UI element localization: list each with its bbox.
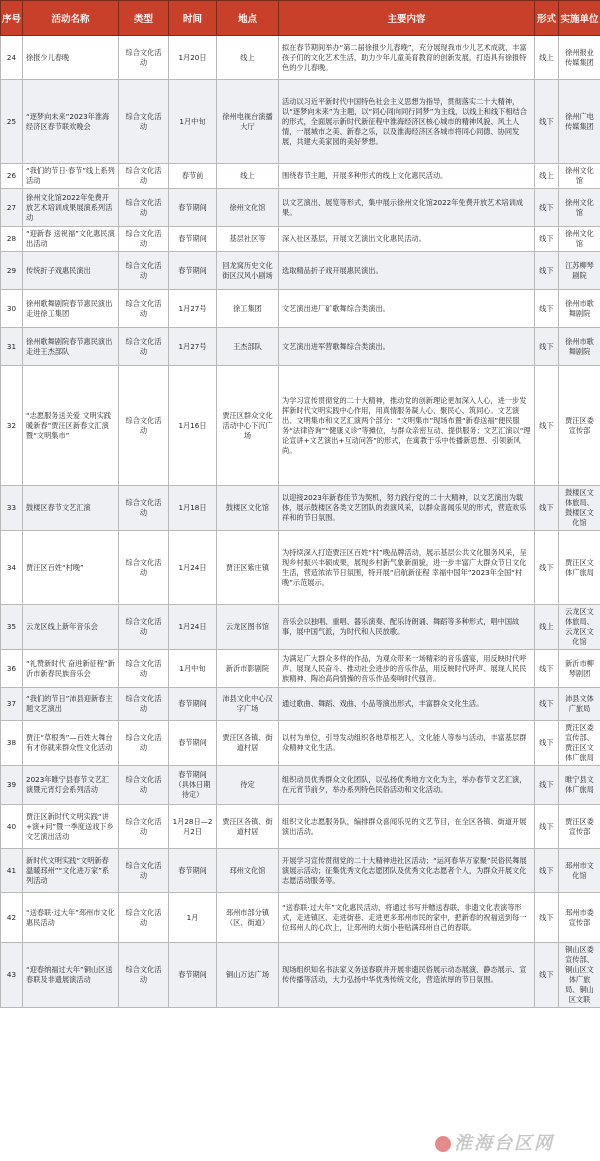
cell-type: 综合文化活动: [119, 80, 169, 164]
cell-place: 基层社区等: [217, 227, 279, 252]
cell-name: “我们的节日·春节”线上系列活动: [23, 164, 119, 189]
cell-unit: 贾汪区文体广旅局: [559, 531, 600, 605]
table-row: [1, 893, 600, 943]
cell-no: 27: [1, 189, 23, 227]
table-row: [1, 943, 600, 1008]
cell-type: 综合文化活动: [119, 849, 169, 893]
cell-form: 线下: [535, 893, 559, 943]
cell-unit: 贾汪区委宣传部: [559, 805, 600, 849]
cell-no: 26: [1, 164, 23, 189]
table-row: [1, 650, 600, 688]
cell-unit: 徐州文化馆: [559, 227, 600, 252]
cell-form: 线下: [535, 328, 559, 366]
cell-content: 音乐会以独唱、重唱、器乐演奏、配乐诗朗诵、舞蹈等多种形式，唱中国故事，展中国气派，为时代和人民放歌。: [279, 605, 535, 650]
cell-time: 春节期间: [169, 721, 217, 766]
cell-type: 综合文化活动: [119, 721, 169, 766]
cell-unit: 徐州市歌舞剧院: [559, 328, 600, 366]
cell-name: “送春联·过大年”邳州市文化惠民活动: [23, 893, 119, 943]
cell-content: 选取精品折子戏开展惠民演出。: [279, 252, 535, 290]
cell-type: 综合文化活动: [119, 893, 169, 943]
cell-name: 新时代文明实践“文明新春温暖邳州”“文化进万家”系列活动: [23, 849, 119, 893]
table-row: [1, 227, 600, 252]
cell-time: 1月24日: [169, 531, 217, 605]
cell-form: 线下: [535, 849, 559, 893]
header-time: 时间: [169, 1, 217, 36]
table-row: [1, 805, 600, 849]
table-header-row: [1, 1, 600, 36]
cell-no: 33: [1, 486, 23, 531]
header-form: 形式: [535, 1, 559, 36]
cell-time: 1月27号: [169, 290, 217, 328]
cell-form: 线下: [535, 80, 559, 164]
cell-time: 春节前: [169, 164, 217, 189]
cell-form: 线下: [535, 486, 559, 531]
cell-place: 新沂市影剧院: [217, 650, 279, 688]
cell-no: 24: [1, 36, 23, 80]
cell-place: 邳州市部分镇（区、街道）: [217, 893, 279, 943]
cell-no: 36: [1, 650, 23, 688]
header-no: 序号: [1, 1, 23, 36]
cell-place: 云龙区图书馆: [217, 605, 279, 650]
table-row: [1, 189, 600, 227]
cell-place: 鼓楼区文化馆: [217, 486, 279, 531]
table-row: [1, 531, 600, 605]
cell-place: 贾汪区各镇、街道村居: [217, 805, 279, 849]
cell-time: 春节期间: [169, 227, 217, 252]
cell-unit: 徐州报业传媒集团: [559, 36, 600, 80]
cell-no: 40: [1, 805, 23, 849]
cell-form: 线下: [535, 366, 559, 486]
cell-name: 2023年睢宁县春节文艺汇演暨元宵灯会系列活动: [23, 766, 119, 805]
cell-unit: 沛县文体广旅局: [559, 688, 600, 721]
cell-type: 综合文化活动: [119, 189, 169, 227]
header-place: 地点: [217, 1, 279, 36]
cell-content: 组织文化志愿服务队，编排群众喜闻乐见的文艺节目，在全区各镇、街道开展演出活动。: [279, 805, 535, 849]
cell-time: 1月中旬: [169, 650, 217, 688]
header-unit: 实施单位: [559, 1, 600, 36]
cell-form: 线下: [535, 650, 559, 688]
cell-place: 贾汪区紫庄镇: [217, 531, 279, 605]
cell-no: 43: [1, 943, 23, 1008]
cell-content: 为持续深入打造贾汪区百姓“村”晚品牌活动，展示基层公共文化服务风采，呈现乡村振兴丰硕成果，展现乡村新气象新面貌，进一步丰富广大群众节日文化生活，营造浓浓节日氛围，特开展“启航新征程 幸福中国年”2023年全国“村晚”示范展示。: [279, 531, 535, 605]
cell-time: 1月20日: [169, 36, 217, 80]
table-row: [1, 366, 600, 486]
cell-time: 1月27号: [169, 328, 217, 366]
cell-no: 35: [1, 605, 23, 650]
cell-no: 38: [1, 721, 23, 766]
cell-unit: 徐州广电传媒集团: [559, 80, 600, 164]
cell-content: 围绕春节主题，开展多种形式的线上文化惠民活动。: [279, 164, 535, 189]
cell-name: 徐报少儿春晚: [23, 36, 119, 80]
cell-name: 徐州歌舞剧院春节惠民演出走进徐工集团: [23, 290, 119, 328]
cell-name: “迎新春 送祝福”文化惠民演出活动: [23, 227, 119, 252]
cell-form: 线下: [535, 721, 559, 766]
cell-name: “逐梦向未来”2023年淮海经济区春节联欢晚会: [23, 80, 119, 164]
cell-unit: 邳州市文化馆: [559, 849, 600, 893]
cell-type: 综合文化活动: [119, 605, 169, 650]
cell-content: 以文艺演出、展览等形式，集中展示徐州文化馆2022年免费开放艺术培训成果。: [279, 189, 535, 227]
cell-form: 线下: [535, 189, 559, 227]
header-type: 类型: [119, 1, 169, 36]
cell-name: 徐州歌舞剧院春节惠民演出走进王杰部队: [23, 328, 119, 366]
cell-type: 综合文化活动: [119, 328, 169, 366]
cell-content: 现场组织知名书法家义务送春联并开展非遗民俗展示动态展演、静态展示、宣传传播等活动，大力弘扬中华优秀传统文化，营造浓厚的节日氛围。: [279, 943, 535, 1008]
cell-form: 线下: [535, 688, 559, 721]
cell-unit: 徐州文化馆: [559, 164, 600, 189]
cell-time: 1月中旬: [169, 80, 217, 164]
cell-content: 组织动员优秀群众文化团队，以弘扬优秀地方文化为主，举办春节文艺汇演，在元宵节前夕，举办系列特色民俗活动和文化活动。: [279, 766, 535, 805]
cell-unit: 新沂市柳琴剧团: [559, 650, 600, 688]
cell-time: 春节期间（具体日期待定）: [169, 766, 217, 805]
cell-place: 徐州文化馆: [217, 189, 279, 227]
cell-time: 春节期间: [169, 189, 217, 227]
cell-no: 34: [1, 531, 23, 605]
cell-place: 铜山万达广场: [217, 943, 279, 1008]
cell-time: 春节期间: [169, 849, 217, 893]
cell-name: 贾汪“草根秀”—百姓大舞台 有才你就来群众性文化活动: [23, 721, 119, 766]
cell-time: 1月28日—2月2日: [169, 805, 217, 849]
cell-place: 徐工集团: [217, 290, 279, 328]
table-row: [1, 688, 600, 721]
cell-place: 待定: [217, 766, 279, 805]
cell-content: 活动以习近平新时代中国特色社会主义思想为指导，贯彻落实二十大精神，以“逐梦向未来”为主题，以“同心同向同行同梦”为主线，以线上和线下相结合的形式，全面展示新时代新征程中淮海经济区核心城市的精神风貌、风土人情，一展城市之美、新春之乐，以及淮海经济区各城市将同心同德、协同发展，共建大美家园的美好梦想。: [279, 80, 535, 164]
cell-form: 线下: [535, 227, 559, 252]
cell-form: 线上: [535, 605, 559, 650]
table-row: [1, 486, 600, 531]
cell-type: 综合文化活动: [119, 252, 169, 290]
cell-place: 回龙窝历史文化街区汉风小剧场: [217, 252, 279, 290]
cell-unit: 睢宁县文体广旅局: [559, 766, 600, 805]
cell-form: 线下: [535, 252, 559, 290]
cell-name: “迎春纳福过大年”铜山区送春联及非遗展演活动: [23, 943, 119, 1008]
cell-type: 综合文化活动: [119, 164, 169, 189]
cell-no: 29: [1, 252, 23, 290]
watermark-logo-icon: [435, 1136, 451, 1152]
cell-unit: 贾汪区委宣传部: [559, 366, 600, 486]
table-row: [1, 766, 600, 805]
table-row: [1, 164, 600, 189]
table-body: [1, 36, 600, 1008]
table-row: [1, 80, 600, 164]
cell-name: “志愿服务送关爱 文明实践暖新春”贾汪区新春文汇演暨“文明集市”: [23, 366, 119, 486]
watermark-text: 淮海台区网: [454, 1133, 554, 1154]
cell-unit: 铜山区委宣传部、铜山区文体广旅局、铜山区文联: [559, 943, 600, 1008]
table-row: [1, 849, 600, 893]
cell-place: 线上: [217, 164, 279, 189]
cell-type: 综合文化活动: [119, 290, 169, 328]
cell-type: 综合文化活动: [119, 650, 169, 688]
cell-place: 徐州电视台演播大厅: [217, 80, 279, 164]
cell-time: 春节期间: [169, 943, 217, 1008]
cell-time: 1月18日: [169, 486, 217, 531]
header-content: 主要内容: [279, 1, 535, 36]
watermark: [435, 1129, 554, 1155]
cell-name: “我们的节日”沛县迎新春主题文艺演出: [23, 688, 119, 721]
cell-unit: 云龙区文体旅局、云龙区文化馆: [559, 605, 600, 650]
cell-form: 线下: [535, 290, 559, 328]
cell-unit: 贾汪区委宣传部、贾汪区文体广旅局: [559, 721, 600, 766]
cell-no: 28: [1, 227, 23, 252]
table-row: [1, 36, 600, 80]
cell-place: 贾汪区各镇、街道村居: [217, 721, 279, 766]
cell-place: 线上: [217, 36, 279, 80]
cell-name: 贾汪区新时代文明实践“讲+演+问”暨一季度送戏下乡文艺演出活动: [23, 805, 119, 849]
cell-unit: 邳州市委宣传部: [559, 893, 600, 943]
table-row: [1, 605, 600, 650]
cell-unit: 徐州文化馆: [559, 189, 600, 227]
cell-form: 线上: [535, 36, 559, 80]
cell-content: 文艺演出进厂矿歌舞综合类演出。: [279, 290, 535, 328]
cell-content: 为满足广大群众多样的作品，为观众带来一场精彩的音乐盛宴，用反映时代呼声、展现人民奋斗、推动社会进步的音乐作品，用反映时代呼声、展现人民民族精神、陶冶高尚情操的音乐作品奏响时代强音。: [279, 650, 535, 688]
cell-type: 综合文化活动: [119, 943, 169, 1008]
cell-time: 1月16日: [169, 366, 217, 486]
cell-name: 传统折子戏惠民演出: [23, 252, 119, 290]
cell-place: 沛县文化中心汉字广场: [217, 688, 279, 721]
cell-type: 综合文化活动: [119, 486, 169, 531]
cell-no: 32: [1, 366, 23, 486]
table-row: [1, 252, 600, 290]
cell-form: 线下: [535, 943, 559, 1008]
cell-place: 邳州文化馆: [217, 849, 279, 893]
cell-content: “送春联·过大年”文化惠民活动，将通过书写并赠送春联、非遗文化表演等形式，走进镇区、走进街巷、走进更多邳州市民的家中，把新春的祝福送到每一位邳州人的心坎上，让邳州的大街小巷贴满邳州自己的春联。: [279, 893, 535, 943]
cell-place: 王杰部队: [217, 328, 279, 366]
cell-no: 31: [1, 328, 23, 366]
cell-content: 为学习宣传贯彻党的二十大精神，推动党的创新理论更加深入人心，进一步发挥新时代文明实践中心作用，用真情服务凝人心、聚民心、筑同心。文艺演出、文明集市和文艺汇演两个部分：“文明集市”现场布置“新春送福”便民服务“法律咨询”“健康义诊”等摊位，与群众亲密互动、提供服务；文艺汇演以“理论宣讲+文艺演出+互动问答”的形式，在寓教于乐中传播新思想、引领新风尚。: [279, 366, 535, 486]
cell-content: 通过歌曲、舞蹈、戏曲、小品等演出形式，丰富群众文化生活。: [279, 688, 535, 721]
cell-content: 拟在春节期间举办“第二届徐报少儿春晚”，充分展现我市少儿艺术成就，丰富孩子们的文化艺术生活，助力少年儿童美育教育的创新发展，打造具有徐报特色的少儿春晚。: [279, 36, 535, 80]
cell-name: 贾汪区百姓“村晚”: [23, 531, 119, 605]
cell-name: 徐州文化馆2022年免费开放艺术培训成果展演系列活动: [23, 189, 119, 227]
cell-unit: 徐州市歌舞剧院: [559, 290, 600, 328]
cell-content: 以村为单位，引导发动组织各地草根艺人、文化能人等参与活动，丰富基层群众精神文化生活。: [279, 721, 535, 766]
cell-no: 42: [1, 893, 23, 943]
table-row: [1, 721, 600, 766]
cell-no: 30: [1, 290, 23, 328]
cell-type: 综合文化活动: [119, 366, 169, 486]
cell-name: “礼赞新时代 奋进新征程”新沂市新春民族音乐会: [23, 650, 119, 688]
cell-content: 文艺演出进军营歌舞综合类演出。: [279, 328, 535, 366]
cell-unit: 鼓楼区文体旅局、鼓楼区文化馆: [559, 486, 600, 531]
cell-no: 37: [1, 688, 23, 721]
cell-name: 云龙区线上新年音乐会: [23, 605, 119, 650]
cell-time: 1月24日: [169, 605, 217, 650]
cell-no: 25: [1, 80, 23, 164]
cell-form: 线下: [535, 805, 559, 849]
cell-form: 线下: [535, 531, 559, 605]
cell-unit: 江苏柳琴剧院: [559, 252, 600, 290]
cell-type: 综合文化活动: [119, 36, 169, 80]
table-row: [1, 290, 600, 328]
cell-no: 39: [1, 766, 23, 805]
header-name: 活动名称: [23, 1, 119, 36]
cell-content: 开展学习宣传贯彻党的二十大精神进社区活动；“运河春华万家聚”民俗民舞展演展示活动；征集优秀文化志愿团队及优秀文化志愿者个人，为群众开展文化志愿活动服务等。: [279, 849, 535, 893]
cell-type: 综合文化活动: [119, 227, 169, 252]
cell-no: 41: [1, 849, 23, 893]
table-row: [1, 328, 600, 366]
cell-form: 线下: [535, 766, 559, 805]
cell-time: 春节期间: [169, 252, 217, 290]
cell-time: 春节期间: [169, 688, 217, 721]
cell-type: 综合文化活动: [119, 688, 169, 721]
cell-type: 综合文化活动: [119, 805, 169, 849]
cell-name: 鼓楼区春节文艺汇演: [23, 486, 119, 531]
cell-content: 以迎接2023年新春佳节为契机，努力践行党的二十大精神，以文艺演出为载体，展示鼓楼区各类文艺团队的表演风采，以群众喜闻乐见的形式，营造欢乐祥和的节日氛围。: [279, 486, 535, 531]
cell-content: 深入社区基层，开展文艺演出文化惠民活动。: [279, 227, 535, 252]
cell-time: 1月: [169, 893, 217, 943]
cell-type: 综合文化活动: [119, 766, 169, 805]
cell-type: 综合文化活动: [119, 531, 169, 605]
cell-form: 线上: [535, 164, 559, 189]
cell-place: 贾汪区群众文化活动中心下沉广场: [217, 366, 279, 486]
